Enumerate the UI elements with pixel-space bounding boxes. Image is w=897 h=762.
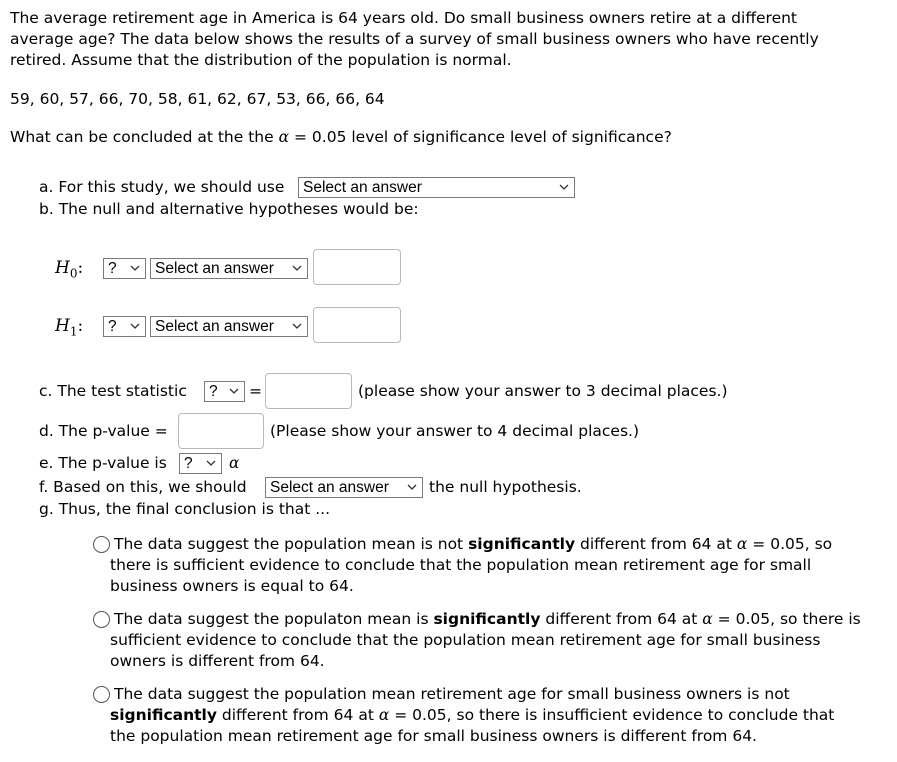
data-values: 59, 60, 57, 66, 70, 58, 61, 62, 67, 53, 66, 66, 64	[10, 90, 385, 108]
part-d-note: (Please show your answer to 4 decimal places.)	[270, 422, 640, 440]
radio-button-icon[interactable]	[93, 611, 110, 628]
decision-select[interactable]	[265, 477, 423, 498]
h0-subscript: 0	[69, 266, 78, 281]
part-g-label: g. Thus, the final conclusion is that ...	[39, 500, 331, 518]
h0-symbol: H	[55, 258, 70, 278]
option-2-text: different from 64 at	[540, 610, 703, 628]
study-type-select-value: Select an answer	[303, 179, 422, 196]
radio-button-icon[interactable]	[93, 536, 110, 553]
part-c-label: c. The test statistic	[39, 382, 187, 400]
option-1-emphasis: significantly	[468, 535, 576, 553]
test-statistic-select[interactable]	[204, 381, 245, 402]
intro-line-3: retired. Assume that the distribution of the population is normal.	[10, 51, 512, 69]
alpha-symbol: α	[736, 535, 748, 553]
conclusion-option-3[interactable]	[110, 684, 880, 747]
chevron-down-icon	[406, 481, 418, 493]
chevron-down-icon	[291, 262, 303, 274]
chevron-down-icon	[129, 262, 141, 274]
option-3-text: = 0.05, so there is insufficient evidence to conclude that	[389, 706, 835, 724]
h0-label	[55, 257, 83, 284]
h0-parameter-select[interactable]	[150, 258, 308, 279]
question-prefix: What can be concluded at the the	[10, 128, 274, 146]
option-2-line-3: owners is different from 64.	[110, 652, 325, 670]
part-f-suffix: the null hypothesis.	[429, 478, 582, 496]
h1-parameter-select[interactable]	[150, 316, 308, 337]
option-2-text: The data suggest the populaton mean is	[114, 610, 434, 628]
alpha-symbol: α	[229, 454, 240, 472]
alpha-symbol: α	[278, 128, 290, 146]
option-2-text: = 0.05, so there is	[712, 610, 861, 628]
part-a-label: a. For this study, we should use	[39, 178, 285, 196]
option-1-text: = 0.05, so	[747, 535, 833, 553]
h1-subscript: 1	[69, 324, 78, 339]
question-text	[10, 127, 672, 148]
part-e-label: e. The p-value is	[39, 454, 167, 472]
study-type-select[interactable]	[298, 177, 575, 198]
h1-symbol: H	[55, 316, 70, 336]
option-1-text: The data suggest the population mean is not	[114, 535, 469, 553]
intro-line-1: The average retirement age in America is 64 years old. Do small business owners retire at a different	[10, 9, 798, 27]
option-1-line-2: there is sufficient evidence to conclude that the population mean retirement age for small	[110, 556, 812, 574]
test-statistic-value: ?	[209, 383, 218, 400]
option-2-emphasis: significantly	[433, 610, 541, 628]
alpha-symbol: α	[378, 706, 390, 724]
h0-colon: :	[77, 258, 84, 278]
intro-paragraph	[10, 8, 819, 71]
radio-button-icon[interactable]	[93, 686, 110, 703]
p-value-comparison-select[interactable]	[179, 453, 222, 474]
decision-select-value: Select an answer	[270, 479, 389, 496]
option-3-emphasis: significantly	[110, 706, 217, 724]
chevron-down-icon	[228, 385, 240, 397]
chevron-down-icon	[291, 320, 303, 332]
chevron-down-icon	[205, 457, 217, 469]
option-3-text: different from 64 at	[216, 706, 379, 724]
option-3-line-1: The data suggest the population mean retirement age for small business owners is not	[114, 685, 790, 703]
question-suffix: = 0.05 level of significance level of significance?	[294, 128, 672, 146]
h0-operator-value: ?	[108, 260, 117, 277]
part-b-label: b. The null and alternative hypotheses would be:	[39, 200, 419, 218]
chevron-down-icon	[129, 320, 141, 332]
h0-operator-select[interactable]	[103, 258, 146, 279]
part-d-label: d. The p-value =	[39, 422, 168, 440]
h1-label	[55, 315, 83, 342]
chevron-down-icon	[558, 181, 570, 193]
p-value-comparison-value: ?	[184, 455, 193, 472]
option-3-line-3: the population mean retirement age for small business owners is different from 64.	[110, 727, 757, 745]
h0-parameter-value: Select an answer	[155, 260, 274, 277]
equals-sign: =	[249, 382, 262, 400]
alpha-symbol: α	[702, 610, 713, 628]
h1-colon: :	[77, 316, 84, 336]
part-c-note: (please show your answer to 3 decimal places.)	[358, 382, 728, 400]
h1-value-input[interactable]	[313, 307, 401, 343]
conclusion-option-2[interactable]	[110, 609, 880, 672]
option-1-line-3: business owners is equal to 64.	[110, 577, 354, 595]
h1-operator-select[interactable]	[103, 316, 146, 337]
option-1-text: different from 64 at	[575, 535, 737, 553]
h1-operator-value: ?	[108, 318, 117, 335]
test-statistic-input[interactable]	[265, 373, 352, 409]
conclusion-option-1[interactable]	[110, 534, 880, 597]
h0-value-input[interactable]	[313, 249, 401, 285]
p-value-input[interactable]	[178, 413, 264, 449]
intro-line-2: average age? The data below shows the results of a survey of small business owners who have recently	[10, 30, 819, 48]
h1-parameter-value: Select an answer	[155, 318, 274, 335]
option-2-line-2: sufficient evidence to conclude that the population mean retirement age for small business	[110, 631, 821, 649]
part-f-label: f. Based on this, we should	[39, 478, 247, 496]
